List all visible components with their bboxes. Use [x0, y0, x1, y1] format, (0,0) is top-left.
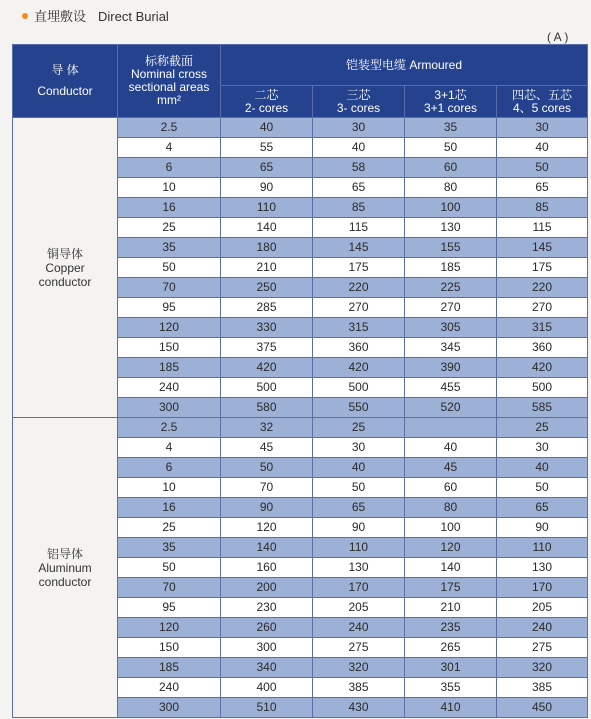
ampacity-cell-c3: 85: [313, 198, 405, 218]
ampacity-cell-c31: 45: [405, 458, 497, 478]
ampacity-cell-c3: 320: [313, 658, 405, 678]
ampacity-cell-c31: [405, 418, 497, 438]
ampacity-cell-c2: 120: [221, 518, 313, 538]
area-cell: 50: [118, 558, 221, 578]
header-2-cores-en: 2- cores: [244, 100, 289, 115]
copper-label-en-2: conductor: [38, 274, 92, 289]
ampacity-cell-c45: 360: [497, 338, 588, 358]
header-area-cn: 标称截面: [144, 54, 193, 68]
ampacity-cell-c2: 210: [221, 258, 313, 278]
ampacity-cell-c3: 65: [313, 498, 405, 518]
ampacity-cell-c31: 270: [405, 298, 497, 318]
ampacity-cell-c45: 145: [497, 238, 588, 258]
ampacity-cell-c2: 50: [221, 458, 313, 478]
header-area-en-2: sectional areas: [128, 80, 210, 94]
ampacity-cell-c45: 85: [497, 198, 588, 218]
header-conductor-en: Conductor: [37, 84, 93, 98]
ampacity-cell-c3: 90: [313, 518, 405, 538]
ampacity-cell-c31: 40: [405, 438, 497, 458]
header-conductor-cn: 导 体: [51, 63, 79, 77]
ampacity-cell-c45: 170: [497, 578, 588, 598]
ampacity-cell-c45: 500: [497, 378, 588, 398]
area-cell: 120: [118, 618, 221, 638]
area-cell: 35: [118, 538, 221, 558]
ampacity-cell-c2: 500: [221, 378, 313, 398]
ampacity-cell-c3: 110: [313, 538, 405, 558]
ampacity-cell-c2: 140: [221, 538, 313, 558]
ampacity-cell-c31: 455: [405, 378, 497, 398]
area-cell: 150: [118, 338, 221, 358]
area-cell: 2.5: [118, 418, 221, 438]
ampacity-cell-c2: 510: [221, 698, 313, 718]
header-2-cores-cn: 二芯: [254, 87, 279, 102]
ampacity-cell-c3: 550: [313, 398, 405, 418]
area-cell: 25: [118, 218, 221, 238]
ampacity-cell-c31: 35: [405, 118, 497, 138]
area-cell: 6: [118, 158, 221, 178]
header-3-cores: [313, 86, 405, 118]
ampacity-cell-c2: 340: [221, 658, 313, 678]
ampacity-cell-c2: 90: [221, 498, 313, 518]
ampacity-cell-c31: 130: [405, 218, 497, 238]
ampacity-cell-c3: 385: [313, 678, 405, 698]
area-cell: 16: [118, 198, 221, 218]
aluminum-label-en-1: Aluminum: [38, 560, 92, 575]
ampacity-cell-c2: 200: [221, 578, 313, 598]
ampacity-cell-c45: 115: [497, 218, 588, 238]
ampacity-cell-c2: 285: [221, 298, 313, 318]
ampacity-cell-c45: 40: [497, 138, 588, 158]
ampacity-cell-c45: 240: [497, 618, 588, 638]
area-cell: 240: [118, 678, 221, 698]
ampacity-cell-c31: 301: [405, 658, 497, 678]
area-cell: 95: [118, 298, 221, 318]
ampacity-cell-c3: 65: [313, 178, 405, 198]
ampacity-cell-c31: 355: [405, 678, 497, 698]
area-cell: 70: [118, 278, 221, 298]
header-3plus1-cores-cn: 3+1芯: [434, 87, 467, 102]
header-area-en-1: Nominal cross: [130, 67, 208, 81]
header-3plus1-cores: [405, 86, 497, 118]
area-cell: 240: [118, 378, 221, 398]
area-cell: 4: [118, 438, 221, 458]
ampacity-cell-c31: 140: [405, 558, 497, 578]
ampacity-cell-c31: 100: [405, 198, 497, 218]
ampacity-cell-c2: 90: [221, 178, 313, 198]
ampacity-cell-c2: 180: [221, 238, 313, 258]
ampacity-cell-c45: 315: [497, 318, 588, 338]
ampacity-cell-c2: 400: [221, 678, 313, 698]
ampacity-cell-c45: 585: [497, 398, 588, 418]
ampacity-cell-c45: 220: [497, 278, 588, 298]
area-cell: 2.5: [118, 118, 221, 138]
area-cell: 50: [118, 258, 221, 278]
ampacity-cell-c45: 130: [497, 558, 588, 578]
ampacity-cell-c45: 50: [497, 478, 588, 498]
ampacity-cell-c3: 270: [313, 298, 405, 318]
area-cell: 10: [118, 478, 221, 498]
bullet-icon: [22, 13, 28, 19]
ampacity-cell-c3: 430: [313, 698, 405, 718]
area-cell: 185: [118, 358, 221, 378]
ampacity-cell-c3: 220: [313, 278, 405, 298]
header-conductor: [13, 45, 118, 118]
ampacity-cell-c3: 360: [313, 338, 405, 358]
ampacity-cell-c31: 50: [405, 138, 497, 158]
ampacity-cell-c31: 60: [405, 478, 497, 498]
area-cell: 70: [118, 578, 221, 598]
ampacity-cell-c31: 345: [405, 338, 497, 358]
header-4-5-cores-en: 4、5 cores: [513, 100, 572, 115]
ampacity-cell-c45: 50: [497, 158, 588, 178]
area-cell: 4: [118, 138, 221, 158]
ampacity-cell-c3: 115: [313, 218, 405, 238]
ampacity-cell-c2: 330: [221, 318, 313, 338]
area-cell: 300: [118, 398, 221, 418]
ampacity-cell-c3: 145: [313, 238, 405, 258]
ampacity-cell-c3: 25: [313, 418, 405, 438]
ampacity-cell-c2: 40: [221, 118, 313, 138]
ampacity-cell-c45: 270: [497, 298, 588, 318]
header-area: [118, 45, 221, 118]
ampacity-cell-c3: 40: [313, 138, 405, 158]
header-area-unit: mm²: [157, 93, 181, 107]
header-4-5-cores: [497, 86, 588, 118]
ampacity-cell-c3: 40: [313, 458, 405, 478]
ampacity-cell-c45: 275: [497, 638, 588, 658]
header-3-cores-en: 3- cores: [336, 100, 381, 115]
area-cell: 16: [118, 498, 221, 518]
area-cell: 6: [118, 458, 221, 478]
ampacity-cell-c31: 235: [405, 618, 497, 638]
ampacity-cell-c45: 450: [497, 698, 588, 718]
ampacity-cell-c45: 385: [497, 678, 588, 698]
ampacity-cell-c2: 110: [221, 198, 313, 218]
ampacity-cell-c31: 390: [405, 358, 497, 378]
ampacity-cell-c3: 58: [313, 158, 405, 178]
area-cell: 150: [118, 638, 221, 658]
unit-label: ( A ): [547, 30, 569, 44]
ampacity-cell-c31: 225: [405, 278, 497, 298]
header-4-5-cores-cn: 四芯、五芯: [512, 87, 573, 102]
ampacity-cell-c31: 410: [405, 698, 497, 718]
ampacity-cell-c2: 230: [221, 598, 313, 618]
ampacity-cell-c31: 120: [405, 538, 497, 558]
area-cell: 10: [118, 178, 221, 198]
ampacity-cell-c45: 30: [497, 438, 588, 458]
header-3plus1-cores-en: 3+1 cores: [423, 100, 478, 115]
ampacity-cell-c3: 30: [313, 438, 405, 458]
ampacity-cell-c2: 420: [221, 358, 313, 378]
ampacity-cell-c2: 375: [221, 338, 313, 358]
ampacity-cell-c3: 30: [313, 118, 405, 138]
table-row: [13, 118, 588, 138]
ampacity-cell-c2: 45: [221, 438, 313, 458]
ampacity-cell-c2: 55: [221, 138, 313, 158]
ampacity-cell-c2: 300: [221, 638, 313, 658]
ampacity-cell-c3: 500: [313, 378, 405, 398]
ampacity-cell-c31: 80: [405, 498, 497, 518]
ampacity-cell-c31: 265: [405, 638, 497, 658]
ampacity-cell-c2: 260: [221, 618, 313, 638]
ampacity-cell-c45: 420: [497, 358, 588, 378]
ampacity-cell-c31: 155: [405, 238, 497, 258]
title-cn: 直埋敷设: [34, 9, 87, 24]
ampacity-cell-c45: 110: [497, 538, 588, 558]
aluminum-label-cn: 铝导体: [46, 546, 83, 561]
ampacity-cell-c31: 520: [405, 398, 497, 418]
ampacity-table: [12, 44, 588, 718]
ampacity-cell-c3: 175: [313, 258, 405, 278]
area-cell: 25: [118, 518, 221, 538]
title-en: Direct Burial: [98, 9, 169, 24]
header-armoured: 铠装型电缆 Armoured: [221, 45, 588, 86]
ampacity-cell-c45: 175: [497, 258, 588, 278]
ampacity-cell-c3: 205: [313, 598, 405, 618]
ampacity-cell-c2: 65: [221, 158, 313, 178]
ampacity-cell-c31: 175: [405, 578, 497, 598]
ampacity-cell-c45: 65: [497, 498, 588, 518]
ampacity-cell-c45: 30: [497, 118, 588, 138]
aluminum-label-en-2: conductor: [38, 574, 92, 589]
ampacity-cell-c2: 580: [221, 398, 313, 418]
ampacity-cell-c31: 60: [405, 158, 497, 178]
ampacity-cell-c31: 80: [405, 178, 497, 198]
section-title: [22, 6, 169, 25]
ampacity-cell-c31: 100: [405, 518, 497, 538]
ampacity-cell-c2: 70: [221, 478, 313, 498]
ampacity-cell-c3: 130: [313, 558, 405, 578]
table-row: [13, 418, 588, 438]
ampacity-cell-c45: 320: [497, 658, 588, 678]
ampacity-cell-c45: 205: [497, 598, 588, 618]
ampacity-cell-c3: 315: [313, 318, 405, 338]
ampacity-cell-c45: 25: [497, 418, 588, 438]
ampacity-cell-c3: 170: [313, 578, 405, 598]
copper-conductor-label: [13, 118, 118, 418]
ampacity-cell-c3: 50: [313, 478, 405, 498]
ampacity-cell-c45: 65: [497, 178, 588, 198]
ampacity-cell-c2: 160: [221, 558, 313, 578]
ampacity-cell-c3: 275: [313, 638, 405, 658]
area-cell: 95: [118, 598, 221, 618]
ampacity-cell-c31: 305: [405, 318, 497, 338]
ampacity-cell-c3: 240: [313, 618, 405, 638]
copper-label-cn: 铜导体: [46, 246, 83, 261]
aluminum-conductor-label: [13, 418, 118, 718]
ampacity-cell-c45: 40: [497, 458, 588, 478]
ampacity-cell-c2: 140: [221, 218, 313, 238]
header-2-cores: [221, 86, 313, 118]
ampacity-cell-c31: 185: [405, 258, 497, 278]
copper-label-en-1: Copper: [45, 260, 85, 275]
header-3-cores-cn: 三芯: [346, 87, 371, 102]
ampacity-cell-c2: 32: [221, 418, 313, 438]
area-cell: 35: [118, 238, 221, 258]
area-cell: 120: [118, 318, 221, 338]
ampacity-cell-c3: 420: [313, 358, 405, 378]
area-cell: 300: [118, 698, 221, 718]
ampacity-cell-c31: 210: [405, 598, 497, 618]
ampacity-cell-c2: 250: [221, 278, 313, 298]
table-body: [13, 118, 588, 718]
ampacity-cell-c45: 90: [497, 518, 588, 538]
area-cell: 185: [118, 658, 221, 678]
